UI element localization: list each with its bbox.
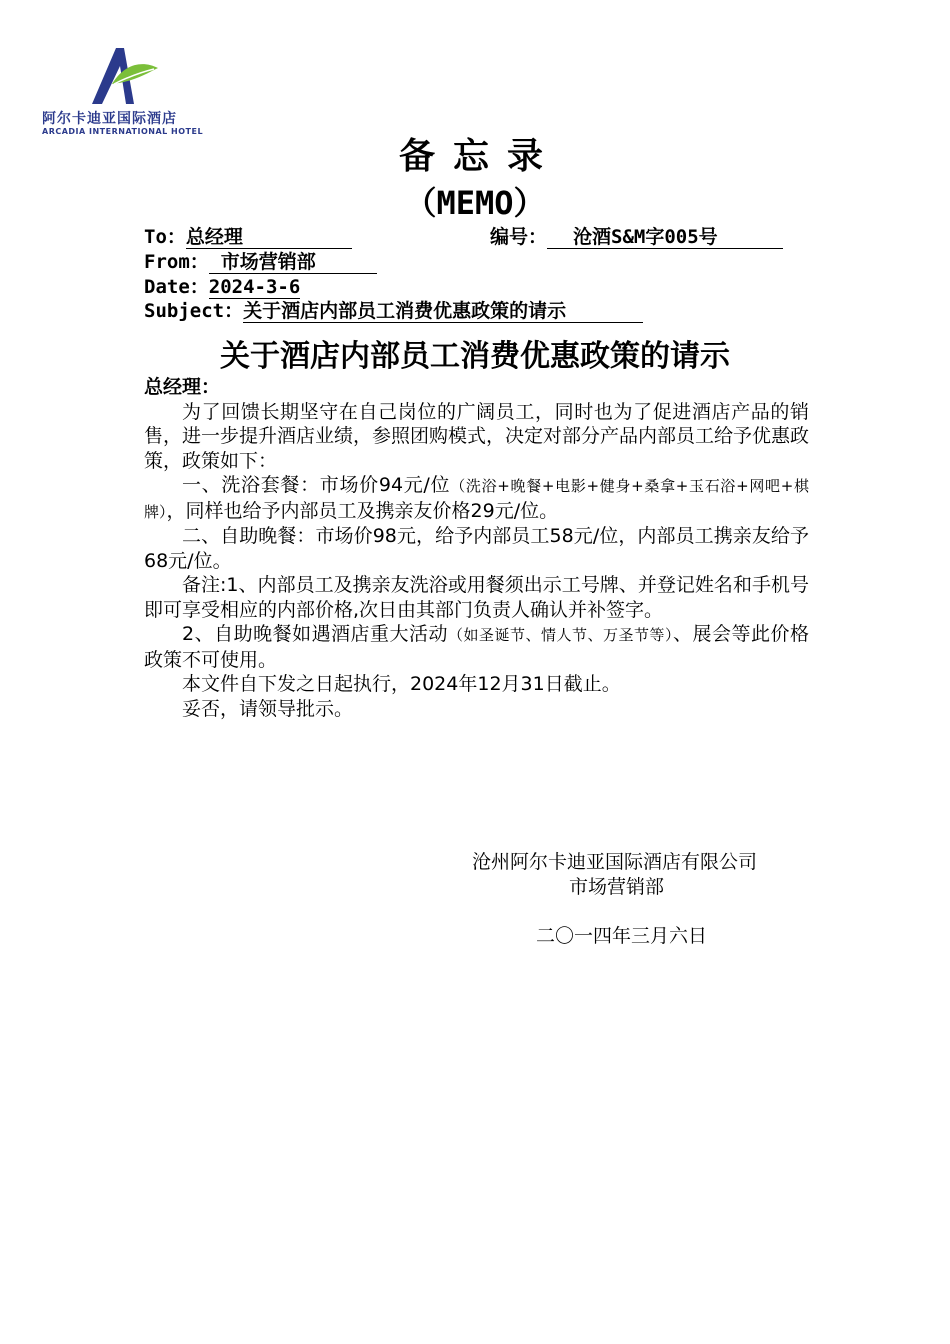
number-label: 编号： <box>490 226 548 248</box>
from-value: 市场营销部 <box>209 251 377 274</box>
paragraph-effective-date: 本文件自下发之日起执行，2024年12月31日截止。 <box>182 673 621 695</box>
paragraph-intro: 为了回馈长期坚守在自己岗位的广阔员工，同时也为了促进酒店产品的销售，进一步提升酒店业绩，参照团购模式，决定对部分产品内部员工给予优惠政策，政策如下： <box>144 400 810 472</box>
signature-department: 市场营销部 <box>569 876 665 898</box>
number-value: 沧酒S&M字005号 <box>547 226 783 249</box>
memo-subtitle: （MEMO） <box>404 184 546 222</box>
date-value: 2024-3-6 <box>208 276 301 298</box>
subject-label: Subject： <box>144 300 244 322</box>
to-value: 总经理 <box>186 226 352 249</box>
paragraph-remark-2: 2、自助晚餐如遇酒店重大活动（如圣诞节、情人节、万圣节等）、展会等此价格政策不可使用。 <box>144 623 809 671</box>
logo-name-en: ARCADIA INTERNATIONAL HOTEL <box>42 127 204 136</box>
to-label: To： <box>144 226 186 248</box>
hotel-logo <box>40 44 210 139</box>
from-line <box>144 251 377 274</box>
to-line <box>144 226 352 249</box>
document-heading: 关于酒店内部员工消费优惠政策的请示 <box>220 339 730 374</box>
paragraph-bath-package: 一、洗浴套餐：市场价94元/位（洗浴+晚餐+电影+健身+桑拿+玉石浴+网吧+棋牌），同样也给予内部员工及携亲友价格29元/位。 <box>144 474 809 522</box>
paragraph-closing: 妥否，请领导批示。 <box>182 697 354 720</box>
date-label: Date： <box>144 276 209 298</box>
signature-company: 沧州阿尔卡迪亚国际酒店有限公司 <box>472 851 758 873</box>
logo-name-cn: 阿尔卡迪亚国际酒店 <box>42 111 177 127</box>
memo-title: 备忘录 <box>398 136 561 177</box>
arcadia-logo-icon <box>90 44 160 106</box>
number-line <box>490 226 783 249</box>
date-line <box>144 276 300 299</box>
memo-body <box>144 375 809 721</box>
subject-value: 关于酒店内部员工消费优惠政策的请示 <box>243 300 643 323</box>
signature-date: 二〇一四年三月六日 <box>536 925 708 947</box>
from-label: From： <box>144 251 209 273</box>
paragraph-buffet: 二、自助晚餐：市场价98元，给予内部员工58元/位，内部员工携亲友给予68元/位。 <box>144 525 809 572</box>
salutation: 总经理： <box>144 376 221 398</box>
subject-line <box>144 300 643 323</box>
paragraph-remark-1: 备注:1、内部员工及携亲友洗浴或用餐须出示工号牌、并登记姓名和手机号即可享受相应的内部价格,次日由其部门负责人确认并补签字。 <box>144 574 809 621</box>
